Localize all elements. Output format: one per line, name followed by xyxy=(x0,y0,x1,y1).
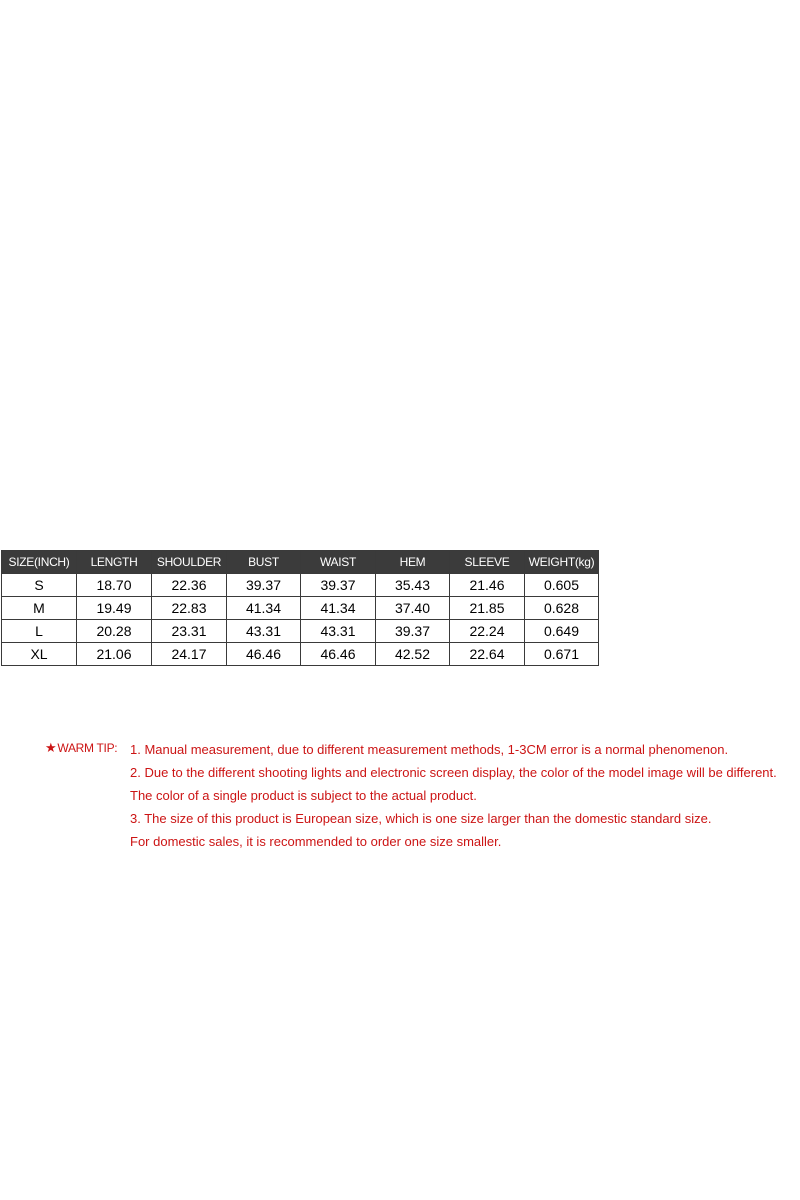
table-cell: 39.37 xyxy=(376,620,450,643)
table-cell: 22.64 xyxy=(450,643,525,666)
header-bust: BUST xyxy=(227,551,301,574)
warm-tip-label xyxy=(45,740,117,756)
warm-tip-line: The color of a single product is subject to the actual product. xyxy=(130,788,477,803)
header-waist: WAIST xyxy=(301,551,376,574)
table-cell: 0.671 xyxy=(525,643,599,666)
table-cell: 42.52 xyxy=(376,643,450,666)
table-cell: 24.17 xyxy=(152,643,227,666)
warm-tip-lines xyxy=(130,740,800,855)
table-cell: 41.34 xyxy=(227,597,301,620)
table-cell: 43.31 xyxy=(301,620,376,643)
table-cell: 21.06 xyxy=(77,643,152,666)
table-cell: 41.34 xyxy=(301,597,376,620)
table-cell: 22.24 xyxy=(450,620,525,643)
header-hem: HEM xyxy=(376,551,450,574)
table-cell: 23.31 xyxy=(152,620,227,643)
star-icon: ★ xyxy=(45,740,57,755)
header-sleeve: SLEEVE xyxy=(450,551,525,574)
table-cell: 46.46 xyxy=(301,643,376,666)
table-cell: 21.46 xyxy=(450,574,525,597)
table-cell: 22.83 xyxy=(152,597,227,620)
header-length: LENGTH xyxy=(77,551,152,574)
table-cell: 37.40 xyxy=(376,597,450,620)
table-cell: 22.36 xyxy=(152,574,227,597)
table-cell: 39.37 xyxy=(227,574,301,597)
table-cell: 0.628 xyxy=(525,597,599,620)
table-cell: 19.49 xyxy=(77,597,152,620)
table-cell: 20.28 xyxy=(77,620,152,643)
warm-tip-line: For domestic sales, it is recommended to order one size smaller. xyxy=(130,834,502,849)
table-row xyxy=(2,620,599,643)
table-cell: 18.70 xyxy=(77,574,152,597)
table-cell: M xyxy=(2,597,77,620)
table-cell: 43.31 xyxy=(227,620,301,643)
table-cell: 39.37 xyxy=(301,574,376,597)
warm-tip-line: 1. Manual measurement, due to different measurement methods, 1-3CM error is a normal phenomenon. xyxy=(130,742,729,757)
table-cell: 46.46 xyxy=(227,643,301,666)
header-weight: WEIGHT(kg) xyxy=(525,551,599,574)
header-size: SIZE(INCH) xyxy=(2,551,77,574)
table-cell: 0.605 xyxy=(525,574,599,597)
table-cell: S xyxy=(2,574,77,597)
size-chart-table xyxy=(1,550,599,666)
warm-tip-label-text: WARM TIP: xyxy=(57,741,118,755)
header-shoulder: SHOULDER xyxy=(152,551,227,574)
table-cell: 21.85 xyxy=(450,597,525,620)
table-row xyxy=(2,574,599,597)
warm-tip-line: 3. The size of this product is European size, which is one size larger than the domestic standard size. xyxy=(130,811,712,826)
warm-tip-line: 2. Due to the different shooting lights and electronic screen display, the color of the model image will be different. xyxy=(130,765,777,780)
table-cell: 0.649 xyxy=(525,620,599,643)
size-chart-header-row xyxy=(2,551,599,574)
table-row xyxy=(2,643,599,666)
table-cell: XL xyxy=(2,643,77,666)
table-cell: L xyxy=(2,620,77,643)
table-row xyxy=(2,597,599,620)
table-cell: 35.43 xyxy=(376,574,450,597)
